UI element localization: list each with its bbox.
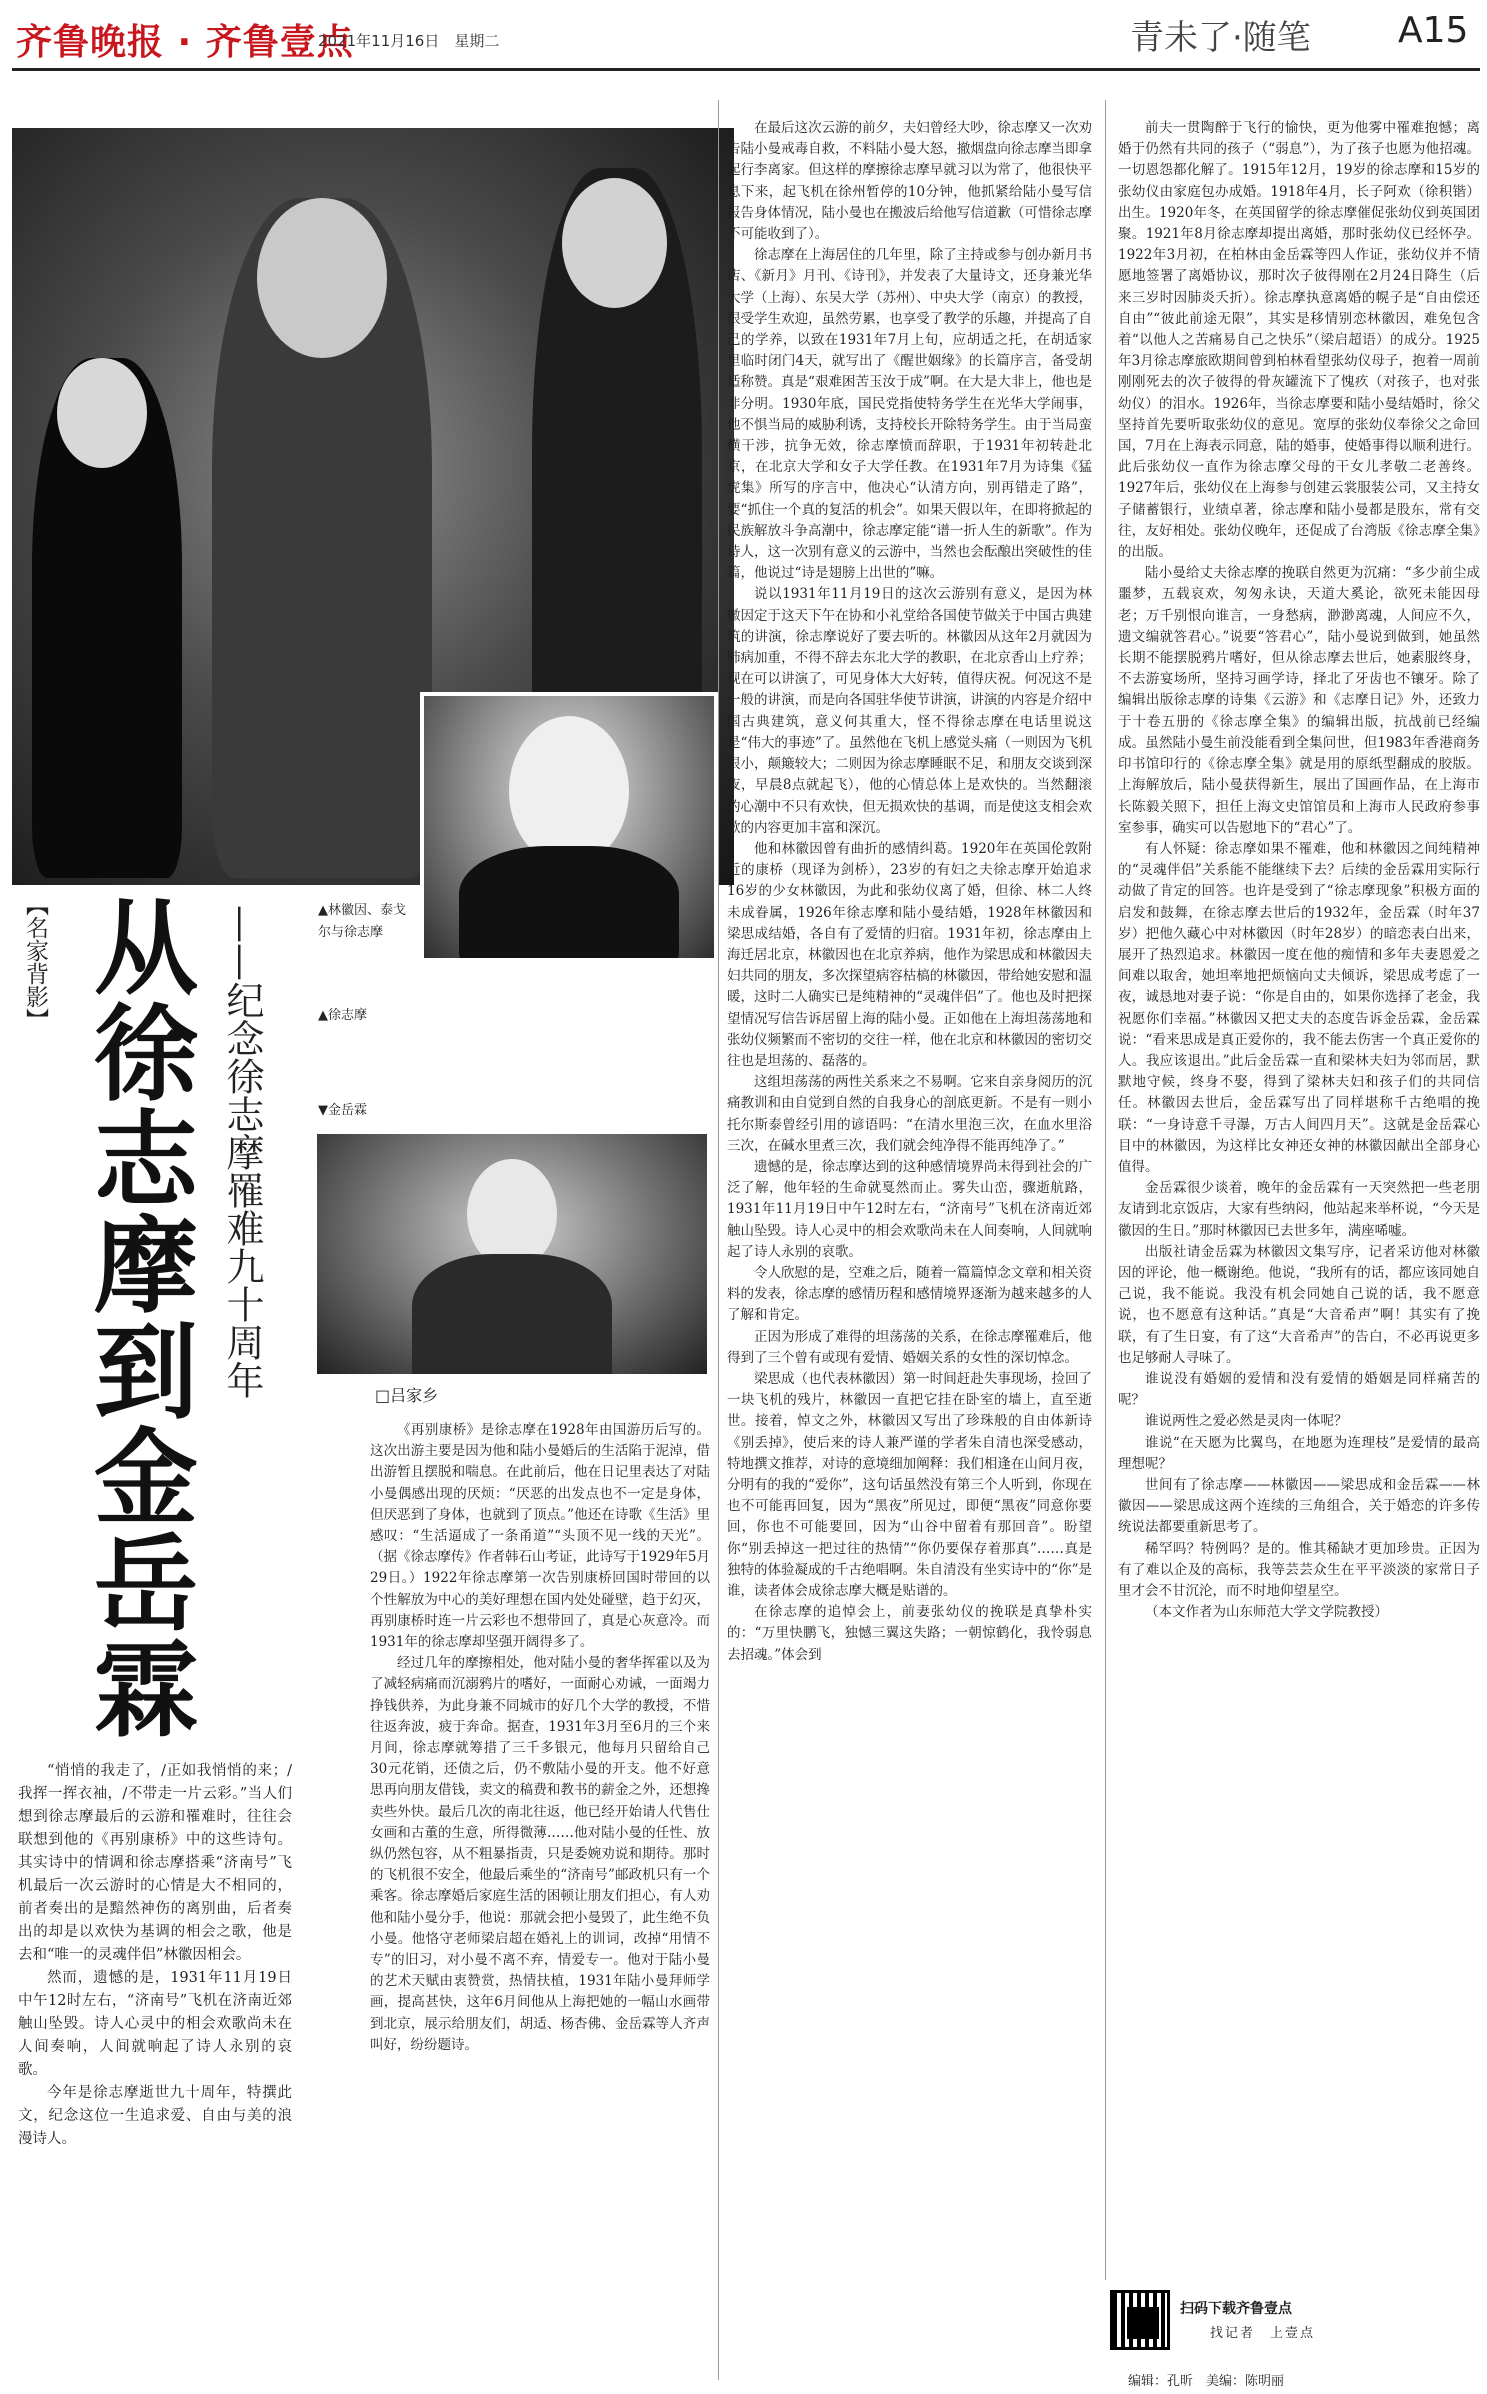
body-paragraph: 前夫一贯陶醉于飞行的愉快，更为他雾中罹难抱憾；离婚于仍然有共同的孩子（“弱息”），为了孩子也愿为他招魂。一切恩怨都化解了。1915年12月，19岁的徐志摩和15岁的张幼仪由家庭包办成婚。1918年4月，长子阿欢（徐积锴）出生。1920年冬，在英国留学的徐志摩催促张幼仪到英国团聚。1921年8月徐志摩却提出离婚，那时张幼仪已经怀孕。1922年3月初，在柏林由金岳霖等四人作证，张幼仪并不情愿地签署了离婚协议，那时次子彼得刚在2月24日降生（后来三岁时因肺炎夭折）。徐志摩执意离婚的幌子是“自由偿还自由”“彼此前途无限”，其实是移情别恋林徽因，难免包含着“以他人之苦痛易自己之快乐”（梁启超语）的成分。1925年3月徐志摩旅欧期间曾到柏林看望张幼仪母子，抱着一周前刚刚死去的次子彼得的骨灰罐流下了愧疚（对孩子，也对张幼仪）的泪水。1926年，当徐志摩要和陆小曼结婚时，徐父坚持首先要听取张幼仪的意见。宽厚的张幼仪奉徐父之命回国，7月在上海表示同意，陆的婚事，使婚事得以顺利进行。此后张幼仪一直作为徐志摩父母的干女儿孝敬二老善终。1927年后，张幼仪在上海参与创建云裳服装公司，又主持女子储蓄银行，业绩卓著，徐志摩和陆小曼都是股东，常有交往，友好相处。张幼仪晚年，还促成了台湾版《徐志摩全集》的出版。 bbox=[1118, 120, 1480, 561]
column-divider bbox=[718, 100, 719, 2380]
page-number: A15 bbox=[1398, 10, 1469, 51]
body-paragraph: 正因为形成了难得的坦荡荡的关系，在徐志摩罹难后，他得到了三个曾有或现有爱情、婚姻关系的女性的深切悼念。 bbox=[727, 1328, 1092, 1366]
caption-group: ▲林徽因、泰戈尔与徐志摩 bbox=[318, 903, 406, 940]
body-paragraph: 陆小曼给丈夫徐志摩的挽联自然更为沉痛：“多少前尘成噩梦，五载哀欢，匆匆永诀，天道大奚论，欲死未能因母老；万千别恨向谁言，一身愁病，渺渺离魂，人间应不久，遗文编就答君心。”说要“答君心”，陆小曼说到做到，她虽然长期不能摆脱鸦片嗜好，但从徐志摩去世后，她素服终身，不去游宴场所，坚持习画学诗，择北了牙齿也不镶牙。除了编辑出版徐志摩的诗集《云游》和《志摩日记》外，还致力于十卷五册的《徐志摩全集》的编辑出版，抗战前已经编成。虽然陆小曼生前没能看到全集问世，但1983年香港商务印书馆印行的《徐志摩全集》就是用的原纸型翻成的胶版。上海解放后，陆小曼获得新生，展出了国画作品，在上海市长陈毅关照下，担任上海文史馆馆员和上海市人民政府参事室参事，确实可以告慰地下的“君心”了。 bbox=[1118, 565, 1480, 836]
section-name: 青未了·随笔 bbox=[1130, 18, 1311, 58]
body-paragraph: 梁思成（也代表林徽因）第一时间赶赴失事现场，捡回了一块飞机的残片，林徽因一直把它挂在卧室的墙上，直至逝世。接着，悼文之外，林徽因又写出了珍珠般的自由体新诗《别丢掉》，使后来的诗人兼严谨的学者朱自清也深受感动，特地撰文推荐，对诗的意境细加阐释：我们相逢在山间月夜，分明有的我的“爱你”，这句话虽然没有第三个人听到，你现在也不可能再回复，因为“黑夜”所见过，即便“黑夜”同意你要回，你也不可能要回，因为“山谷中留着有那回音”。盼望你“别丢掉这一把过往的热情”“你仍要保存着那真”……真是独特的体验凝成的千古绝唱啊。朱自清没有坐实诗中的“你”是谁，读者体会成徐志摩大概是贴谱的。 bbox=[727, 1370, 1092, 1600]
body-paragraph: 《再别康桥》是徐志摩在1928年由国游历后写的。这次出游主要是因为他和陆小曼婚后的生活陷于泥淖，借出游暂且摆脱和喘息。在此前后，他在日记里表达了对陆小曼偶感出现的厌烦：“厌恶的出发点也不一定是身体，但厌恶到了身体，也就到了顶点。”他还在诗歌《生活》里感叹：“生活逼成了一条甬道”“头顶不见一线的天光”。（据《徐志摩传》作者韩石山考证，此诗写于1929年5月29日。）1922年徐志摩第一次告别康桥回国时带回的以个性解放为中心的美好理想在国内处处碰壁，趋于幻灭，再别康桥时连一片云彩也不想带回了，真是心灰意冷。而1931年的徐志摩却坚强开阔得多了。 bbox=[370, 1422, 710, 1651]
body-paragraph: 说以1931年11月19日的这次云游别有意义，是因为林徽因定于这天下午在协和小礼堂给各国使节做关于中国古典建筑的讲演，徐志摩说好了要去听的。林徽因从这年2月就因为肺病加重，不得不辞去东北大学的教职，在北京香山上疗养；现在可以讲演了，可见身体大大好转，值得庆祝。何况这不是一般的讲演，而是向各国驻华使节讲演，讲演的内容是介绍中国古典建筑，意义何其重大，怪不得徐志摩在电话里说这是“伟大的事迹”了。虽然他在飞机上感觉头痛（一则因为飞机很小，颠簸较大；二则因为徐志摩睡眠不足，和朋友交谈到深夜，早晨8点就起飞），他的心情总体上是欢快的。当然翻滚的心潮中不只有欢快，但无损欢快的基调，而是使这支相会欢歌的内容更加丰富和深沉。 bbox=[727, 586, 1092, 836]
body-paragraph: 经过几年的摩擦相处，他对陆小曼的奢华挥霍以及为了减轻病痛而沉溺鸦片的嗜好，一面耐心劝诫，一面竭力挣钱供养，为此身兼不同城市的好几个大学的教授，不惜往返奔波，疲于奔命。据查，1931年3月至6月的三个来月间，徐志摩就筹措了三千多银元，他每月只留给自己30元花销，还债之后，仍不敷陆小曼的开支。他不好意思再向朋友借钱，卖文的稿费和教书的薪金之外，还想搀卖些外快。最后几次的南北往返，他已经开始请人代售仕女画和古董的生意，所得微薄……他对陆小曼的任性、放纵仍然包容，从不粗暴指责，只是委婉劝说和期待。那时的飞机很不安全，他最后乘坐的“济南号”邮政机只有一个乘客。徐志摩婚后家庭生活的困顿让朋友们担心，有人劝他和陆小曼分手，他说：那就会把小曼毁了，此生绝不负小曼。他恪守老师梁启超在婚礼上的训词，改掉“用情不专”的旧习，对小曼不离不弃，情爱专一。他对于陆小曼的艺术天赋由衷赞赏，热情扶植，1931年陆小曼拜师学画，提高甚快，这年6月间他从上海把她的一幅山水画带到北京，展示给朋友们，胡适、杨杏佛、金岳霖等人齐声叫好，纷纷题诗。 bbox=[370, 1655, 710, 2053]
body-paragraph: 这组坦荡荡的两性关系来之不易啊。它来自亲身阅历的沉痛教训和由自觉到自然的自我身心的剖底更新。不是有一则小托尔斯泰曾经引用的谚语吗：“在清水里泡三次，在血水里浴三次，在碱水里煮三次，我们就会纯净得不能再纯净了。” bbox=[727, 1074, 1092, 1154]
body-column-2 bbox=[727, 118, 1092, 1666]
body-paragraph: 徐志摩在上海居住的几年里，除了主持或参与创办新月书店、《新月》月刊、《诗刊》，并发表了大量诗文，还身兼光华大学（上海）、东吴大学（苏州）、中央大学（南京）的教授，很受学生欢迎，虽然劳累，也享受了教学的乐趣，并提高了自己的学养，以致在1931年7月上旬，应胡适之托，在胡适家里临时闭门4天，就写出了《醒世姻缘》的长篇序言，备受胡适称赞。真是“艰难困苦玉汝于成”啊。在大是大非上，他也是非分明。1930年底，国民党指使特务学生在光华大学闹事，他不惧当局的威胁利诱，支持校长开除特务学生。由于当局蛮横干涉，抗争无效，徐志摩愤而辞职，于1931年初转赴北京，在北京大学和女子大学任教。在1931年7月为诗集《猛虎集》所写的序言中，他决心“认清方向，别再错走了路”，要“抓住一个真的复活的机会”。如果天假以年，在即将掀起的民族解放斗争高潮中，徐志摩定能“谱一折人生的新歌”。作为诗人，这一次别有意义的云游中，当然也会酝酿出突破性的佳篇，他说过“诗是翅膀上出世的”嘛。 bbox=[727, 247, 1092, 582]
body-paragraph: 出版社请金岳霖为林徽因文集写序，记者采访他对林徽因的评论，他一概谢绝。他说，“我所有的话，都应该同她自己说，我不能说。我没有机会同她自己说的话，我不愿意说，也不愿意有这种话。”真是“大音希声”啊！其实有了挽联，有了生日宴，有了这“大音希声”的告白，不必再说更多也足够耐人寻味了。 bbox=[1118, 1243, 1480, 1366]
issue-date: 2021年11月16日 星期二 bbox=[318, 32, 500, 50]
article-title: 从徐志摩到金岳霖 bbox=[76, 893, 199, 1741]
body-paragraph: 在最后这次云游的前夕，夫妇曾经大吵，徐志摩又一次劝告陆小曼戒毒自救，不料陆小曼大怒，撤烟盘向徐志摩当即拿起行李离家。但这样的摩擦徐志摩早就习以为常了，他很快平息下来，起飞机在徐州暂停的10分钟，他抓紧给陆小曼写信报告身体情况，陆小曼也在搬波后给他写信道歉（可惜徐志摩不可能收到了）。 bbox=[727, 120, 1092, 243]
header-rule bbox=[12, 68, 1480, 71]
body-paragraph: 稀罕吗？特例吗？是的。惟其稀缺才更加珍贵。正因为有了难以企及的高标，我等芸芸众生在平平淡淡的家常日子里才会不甘沉沦，而不时地仰望星空。 bbox=[1118, 1540, 1480, 1600]
body-paragraph: 在徐志摩的追悼会上，前妻张幼仪的挽联是真挚朴实的：“万里快鹏飞，独憾三翼这失路；一朝惊鹤化，我怜弱息去招魂。”体会到 bbox=[727, 1604, 1092, 1663]
qr-code-icon[interactable] bbox=[1110, 2290, 1170, 2350]
column-divider bbox=[1105, 100, 1106, 2280]
intro-text bbox=[18, 1760, 292, 2151]
body-paragraph: 令人欣慰的是，空难之后，随着一篇篇悼念文章和相关资料的发表，徐志摩的感情历程和感情境界逐渐为越来越多的人了解和肯定。 bbox=[727, 1264, 1092, 1324]
caption-jin: ▼金岳霖 bbox=[318, 1103, 367, 1118]
body-paragraph: 遗憾的是，徐志摩达到的这种感情境界尚未得到社会的广泛了解，他年轻的生命就戛然而止。雾失山峦，骤逝航路，1931年11月19日中午12时左右，“济南号”飞机在济南近郊触山坠毁。诗人心灵中的相会欢歌尚未在人间奏响，人间就响起了诗人永别的哀歌。 bbox=[727, 1158, 1092, 1260]
masthead-logo: 齐鲁晚报 · 齐鲁壹点 bbox=[16, 22, 354, 63]
article-author: □吕家乡 bbox=[375, 1386, 439, 1405]
body-paragraph: 谁说两性之爱必然是灵肉一体呢？ bbox=[1145, 1413, 1348, 1430]
column-tag: 【名家背影】 bbox=[22, 893, 48, 1031]
intro-paragraph: 然而，遗憾的是，1931年11月19日中午12时左右，“济南号”飞机在济南近郊触山坠毁。诗人心灵中的相会欢歌尚未在人间奏响，人间就响起了诗人永别的哀歌。 bbox=[18, 1970, 292, 2078]
xu-zhimo-photo bbox=[420, 692, 718, 962]
caption-xu: ▲徐志摩 bbox=[318, 1008, 367, 1023]
qr-subcaption: 找记者 上壹点 bbox=[1210, 2326, 1316, 2341]
intro-paragraph: 今年是徐志摩逝世九十周年，特撰此文，纪念这位一生追求爱、自由与美的浪漫诗人。 bbox=[18, 2085, 292, 2147]
jin-yuelin-photo bbox=[313, 1130, 711, 1378]
qr-caption: 扫码下载齐鲁壹点 bbox=[1180, 2301, 1292, 2317]
body-paragraph: 世间有了徐志摩——林徽因——梁思成和金岳霖——林徽因——梁思成这两个连续的三角组合，关于婚恋的许多传统说法都要重新思考了。 bbox=[1118, 1477, 1480, 1536]
body-column-3 bbox=[1118, 118, 1480, 1623]
body-paragraph: 金岳霖很少谈着，晚年的金岳霖有一天突然把一些老朋友请到北京饭店，大家有些纳闷，他站起来举杯说，“今天是徽因的生日。”那时林徽因已去世多年，满座唏嘘。 bbox=[1118, 1180, 1480, 1239]
author-note: （本文作者为山东师范大学文学院教授） bbox=[1145, 1604, 1388, 1621]
editor-credits: 编辑：孔昕 美编：陈明丽 bbox=[1128, 2374, 1285, 2389]
body-paragraph: 他和林徽因曾有曲折的感情纠葛。1920年在英国伦敦附近的康桥（现译为剑桥），23岁的有妇之夫徐志摩开始追求16岁的少女林徽因，为此和张幼仪离了婚，但徐、林二人终未成眷属，1926年徐志摩和陆小曼结婚，1928年林徽因和梁思成结婚，各自有了爱情的归宿。1931年初，徐志摩由上海迁居北京，林徽因也在北京养病，他作为梁思成和林徽因夫妇共同的朋友，多次探望病容枯槁的林徽因，带给她安慰和温暖，这时二人确实已是纯精神的“灵魂伴侣”了。他也及时把探望情况写信告诉居留上海的陆小曼。正如他在上海坦荡荡地和张幼仪频繁而不密切的交往一样，他在北京和林徽因的密切交往也是坦荡的、磊落的。 bbox=[727, 840, 1092, 1069]
article-subtitle: ——纪念徐志摩罹难九十周年 bbox=[220, 905, 264, 1399]
page-header bbox=[0, 0, 1487, 70]
body-paragraph: 谁说没有婚姻的爱情和没有爱情的婚姻是同样痛苦的呢？ bbox=[1118, 1370, 1480, 1409]
body-paragraph: 有人怀疑：徐志摩如果不罹难，他和林徽因之间纯精神的“灵魂伴侣”关系能不能继续下去？后续的金岳霖用实际行动做了肯定的回答。也许是受到了“徐志摩现象”积极方面的启发和鼓舞，在徐志摩去世后的1932年，金岳霖（时年37岁）把他久藏心中对林徽因（时年28岁）的暗恋表白出来，展开了热烈追求。林徽因一度在他的痴情和多年夫妻恩爱之间难以取舍，她坦率地把烦恼向丈夫倾诉，梁思成考虑了一夜，诚恳地对妻子说：“你是自由的，如果你选择了老金，我祝愿你们幸福。”林徽因又把丈夫的态度告诉金岳霖，金岳霖说：“看来思成是真正爱你的，我不能去伤害一个真正爱你的人。我应该退出。”此后金岳霖一直和梁林夫妇为邻而居，默默地守候，终身不娶，得到了梁林夫妇和孩子们的共同信任。林徽因去世后，金岳霖写出了同样堪称千古绝唱的挽联：“一身诗意千寻瀑，万古人间四月天”。这就是金岳霖心目中的林徽因，为这样比女神还女神的林徽因献出全部身心值得。 bbox=[1118, 840, 1480, 1175]
body-column-1 bbox=[370, 1420, 710, 2056]
intro-paragraph: “悄悄的我走了，/正如我悄悄的来；/我挥一挥衣袖，/不带走一片云彩。”当人们想到徐志摩最后的云游和罹难时，往往会联想到他的《再别康桥》中的这些诗句。其实诗中的情调和徐志摩搭乘“济南号”飞机最后一次云游时的心情是大不相同的，前者奏出的是黯然神伤的离别曲，后者奏出的却是以欢快为基调的相会之歌，他是去和“唯一的灵魂伴侣”林徽因相会。 bbox=[18, 1763, 292, 1963]
body-paragraph: 谁说“在天愿为比翼鸟，在地愿为连理枝”是爱情的最高理想呢？ bbox=[1118, 1434, 1480, 1472]
